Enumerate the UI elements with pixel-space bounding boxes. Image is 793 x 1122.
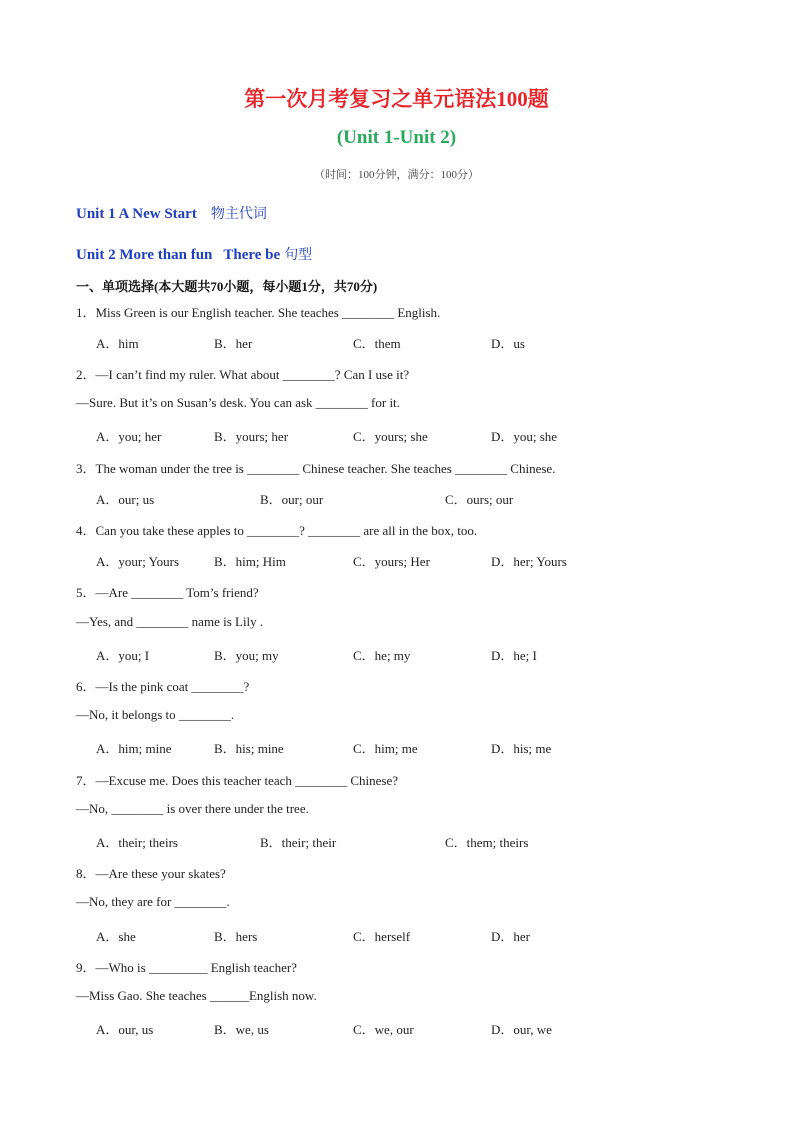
question-2-option-c: C．yours; she xyxy=(353,429,428,444)
question-5-stem: 5．—Are ________ Tom’s friend? xyxy=(76,585,259,600)
question-4-stem: 4．Can you take these apples to ________? ________ are all in the box, too. xyxy=(76,523,478,538)
unit-2-topic: 句型 xyxy=(284,247,313,263)
question-1-option-d: D．us xyxy=(491,336,525,351)
question-9-option-d: D．our, we xyxy=(491,1022,552,1037)
question-3-stem: 3．The woman under the tree is ________ Chinese teacher. She teaches ________ Chinese. xyxy=(76,461,556,476)
question-9-dialog: —Miss Gao. She teaches ______English now. xyxy=(76,988,317,1003)
question-7-option-a: A．their; theirs xyxy=(96,835,178,850)
question-7-stem: 7．—Excuse me. Does this teacher teach ________ Chinese? xyxy=(76,773,399,788)
question-8-option-c: C．herself xyxy=(353,929,411,944)
question-5-option-a: A．you; I xyxy=(96,648,150,663)
question-8-option-d: D．her xyxy=(491,929,530,944)
question-3-option-b: B．our; our xyxy=(260,492,324,507)
question-6-option-b: B．his; mine xyxy=(214,741,284,756)
unit-2-label: Unit 2 More than fun There be xyxy=(76,247,281,263)
question-8-stem: 8．—Are these your skates? xyxy=(76,866,226,881)
question-6-option-a: A．him; mine xyxy=(96,741,172,756)
question-8-option-a: A．she xyxy=(96,929,136,944)
unit-1-topic: 物主代词 xyxy=(210,206,267,222)
question-7-option-c: C．them; theirs xyxy=(445,835,529,850)
question-4-option-d: D．her; Yours xyxy=(491,554,567,569)
question-2-option-b: B．yours; her xyxy=(214,429,289,444)
question-1-option-b: B．her xyxy=(214,336,253,351)
question-6-option-c: C．him; me xyxy=(353,741,418,756)
question-5-dialog: —Yes, and ________ name is Lily . xyxy=(76,614,264,629)
question-2-dialog: —Sure. But it’s on Susan’s desk. You can ask ________ for it. xyxy=(76,395,400,410)
question-3-option-c: C．ours; our xyxy=(445,492,514,507)
question-6-stem: 6．—Is the pink coat ________? xyxy=(76,679,250,694)
question-2-option-a: A．you; her xyxy=(96,429,162,444)
question-7-dialog: —No, ________ is over there under the tree. xyxy=(76,801,309,816)
question-8-option-b: B．hers xyxy=(214,929,258,944)
question-9-stem: 9．—Who is _________ English teacher? xyxy=(76,960,297,975)
document-title: 第一次月考复习之单元语法100题 xyxy=(244,87,549,111)
question-1-option-c: C．them xyxy=(353,336,401,351)
question-2-stem: 2．—I can’t find my ruler. What about ________? Can I use it? xyxy=(76,367,410,382)
question-9-option-a: A．our, us xyxy=(96,1022,154,1037)
question-8-dialog: —No, they are for ________. xyxy=(76,894,230,909)
question-9-option-b: B．we, us xyxy=(214,1022,269,1037)
document-subtitle: (Unit 1-Unit 2) xyxy=(336,127,457,148)
question-9-option-c: C．we, our xyxy=(353,1022,414,1037)
unit-1-heading xyxy=(76,203,267,223)
question-2-option-d: D．you; she xyxy=(491,429,558,444)
question-5-option-c: C．he; my xyxy=(353,648,411,663)
unit-1-label: Unit 1 A New Start xyxy=(76,206,197,222)
question-1-option-a: A．him xyxy=(96,336,139,351)
question-6-dialog: —No, it belongs to ________. xyxy=(76,707,235,722)
question-3-option-a: A．our; us xyxy=(96,492,155,507)
question-1-stem: 1．Miss Green is our English teacher. She teaches ________ English. xyxy=(76,305,441,320)
exam-time-note: （时间：100分钟，满分：100分） xyxy=(314,169,479,181)
unit-2-heading xyxy=(76,244,312,264)
question-7-option-b: B．their; their xyxy=(260,835,337,850)
section-heading: 一、单项选择(本大题共70小题，每小题1分，共70分) xyxy=(76,279,378,294)
question-4-option-b: B．him; Him xyxy=(214,554,286,569)
question-5-option-b: B．you; my xyxy=(214,648,279,663)
question-6-option-d: D．his; me xyxy=(491,741,552,756)
question-5-option-d: D．he; I xyxy=(491,648,537,663)
question-4-option-a: A．your; Yours xyxy=(96,554,180,569)
question-4-option-c: C．yours; Her xyxy=(353,554,430,569)
